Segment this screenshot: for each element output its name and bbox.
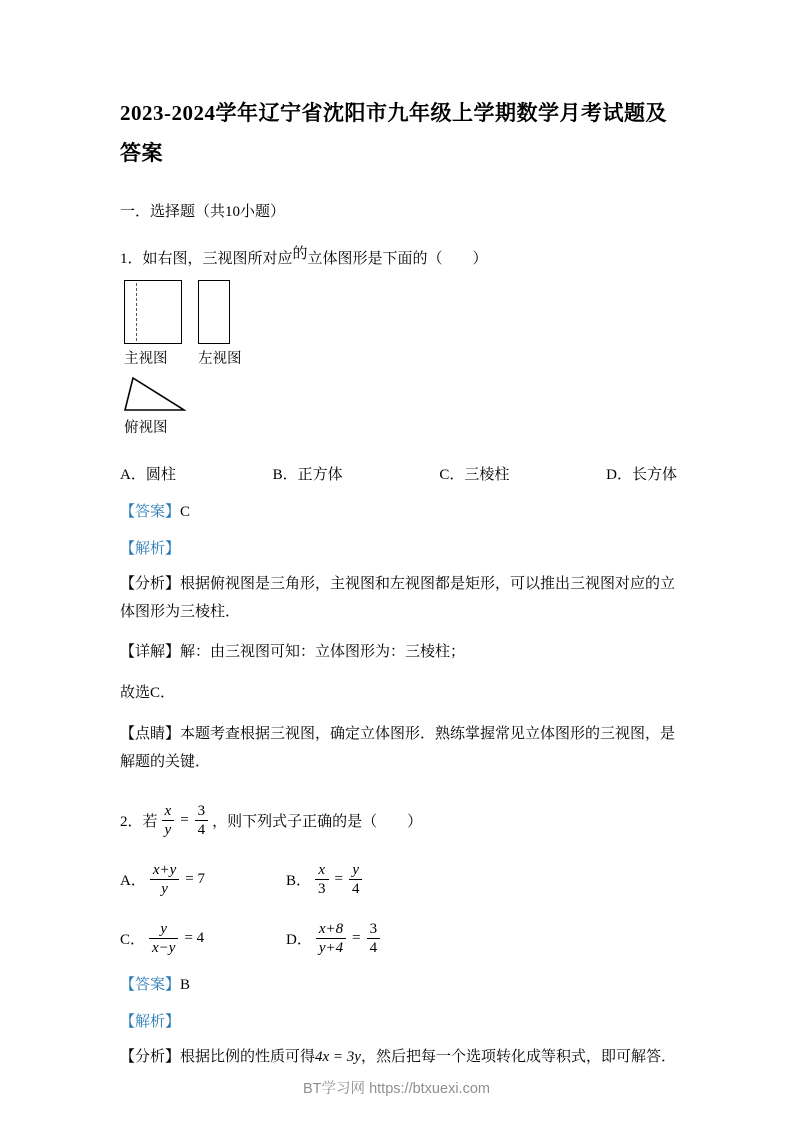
q2-option-b-equals: = [334,871,343,888]
top-view-block [124,376,677,437]
q2-option-a-label: A． [120,873,146,890]
q1-stem-part1: 1．如右图，三视图所对应 [120,250,293,267]
q2-option-d-fraction-right: $\frac{3}{4}$ [367,920,381,957]
side-view-label: 左视图 [198,350,242,367]
q2-option-b-fraction-right: $\frac{y}{4}$ [349,861,363,898]
q2-option-d-fraction-left: $\frac{x+8}{y+4}$ [316,920,346,957]
q2-answer-label: 【答案】 [120,977,181,994]
q2-option-d-equals: = [352,930,361,947]
q2-option-c-rhs: = 4 [184,930,205,947]
q2-analysis-math: 4x = 3y [315,1049,361,1066]
q1-analysis-label: 【解析】 [120,540,181,557]
q2-option-a-rhs: = 7 [185,871,205,888]
q1-option-a: A．圆柱 [120,466,176,483]
q1-stem [120,247,677,268]
q1-analysis-line [120,537,677,558]
q1-diagrams [120,280,677,437]
q2-option-c-label: C． [120,932,146,949]
section-heading: 一．选择题（共10小题） [120,203,286,220]
footer-watermark: BT学习网 https://btxuexi.com [303,1081,490,1097]
q2-stem-fraction-right: $\frac{3}{4}$ [195,802,209,839]
q2-analysis-prefix: 【分析】根据比例的性质可得 [120,1049,316,1066]
front-view-block [124,280,182,368]
q1-options [120,463,677,484]
q1-option-d: D．长方体 [606,466,677,483]
q1-answer-value: C [180,503,191,520]
q2-option-a-fraction: $\frac{x+y}{y}$ [150,861,179,898]
q1-detail-paragraph: 【详解】解：由三视图可知：立体图形为：三棱柱； [120,644,466,661]
q2-analysis-line [120,1010,677,1031]
q2-answer-line [120,973,677,994]
q2-option-d [286,920,384,957]
q2-options-row1 [120,861,677,898]
q2-answer-value: B [180,977,191,994]
q2-stem-suffix: ，则下列式子正确的是（ ） [212,814,423,831]
q2-option-b-fraction-left: $\frac{x}{3}$ [315,861,329,898]
q1-stem-raised-char: 的 [292,245,308,262]
q2-stem-fraction-left: $\frac{x}{y}$ [162,802,175,839]
side-view-diagram [198,280,230,344]
q2-stem-equals: = [180,812,189,829]
q2-analysis-suffix: ，然后把每一个选项转化成等积式，即可解答． [360,1049,676,1066]
top-view-diagram [124,376,186,413]
q2-option-a [120,861,286,898]
q2-stem [120,802,677,839]
q2-option-c [120,920,286,957]
side-view-block [198,280,242,368]
q1-answer-line [120,500,677,521]
doc-title: 2023-2024学年辽宁省沈阳市九年级上学期数学月考试题及答案 [120,101,667,165]
front-view-diagram [124,280,182,344]
q1-option-c: C．三棱柱 [439,466,510,483]
q2-stem-prefix: 2．若 [120,814,158,831]
q1-tip-paragraph: 【点睛】本题考查根据三视图，确定立体图形．熟练掌握常见立体图形的三视图，是解题的关键． [120,725,676,770]
front-view-label: 主视图 [124,350,168,367]
q1-views-row [124,280,677,368]
document-content [120,94,677,1072]
q2-analysis-paragraph [120,1044,677,1072]
q2-options-row2 [120,920,677,957]
q1-option-b: B．正方体 [272,466,343,483]
top-view-label: 俯视图 [124,419,168,436]
q2-option-d-label: D． [286,932,312,949]
q2-option-b [286,861,366,898]
q2-option-b-label: B． [286,873,312,890]
q2-option-c-fraction: $\frac{y}{x-y}$ [149,920,178,957]
q1-answer-label: 【答案】 [120,503,181,520]
q1-conclusion: 故选C． [120,685,176,702]
q2-analysis-label: 【解析】 [120,1014,181,1031]
q1-stem-part2: 立体图形是下面的（ ） [307,250,488,267]
q1-analysis-paragraph: 【分析】根据俯视图是三角形，主视图和左视图都是矩形，可以推出三视图对应的立体图形为三棱柱． [120,575,676,620]
hidden-edge-dashed-line [136,283,137,341]
